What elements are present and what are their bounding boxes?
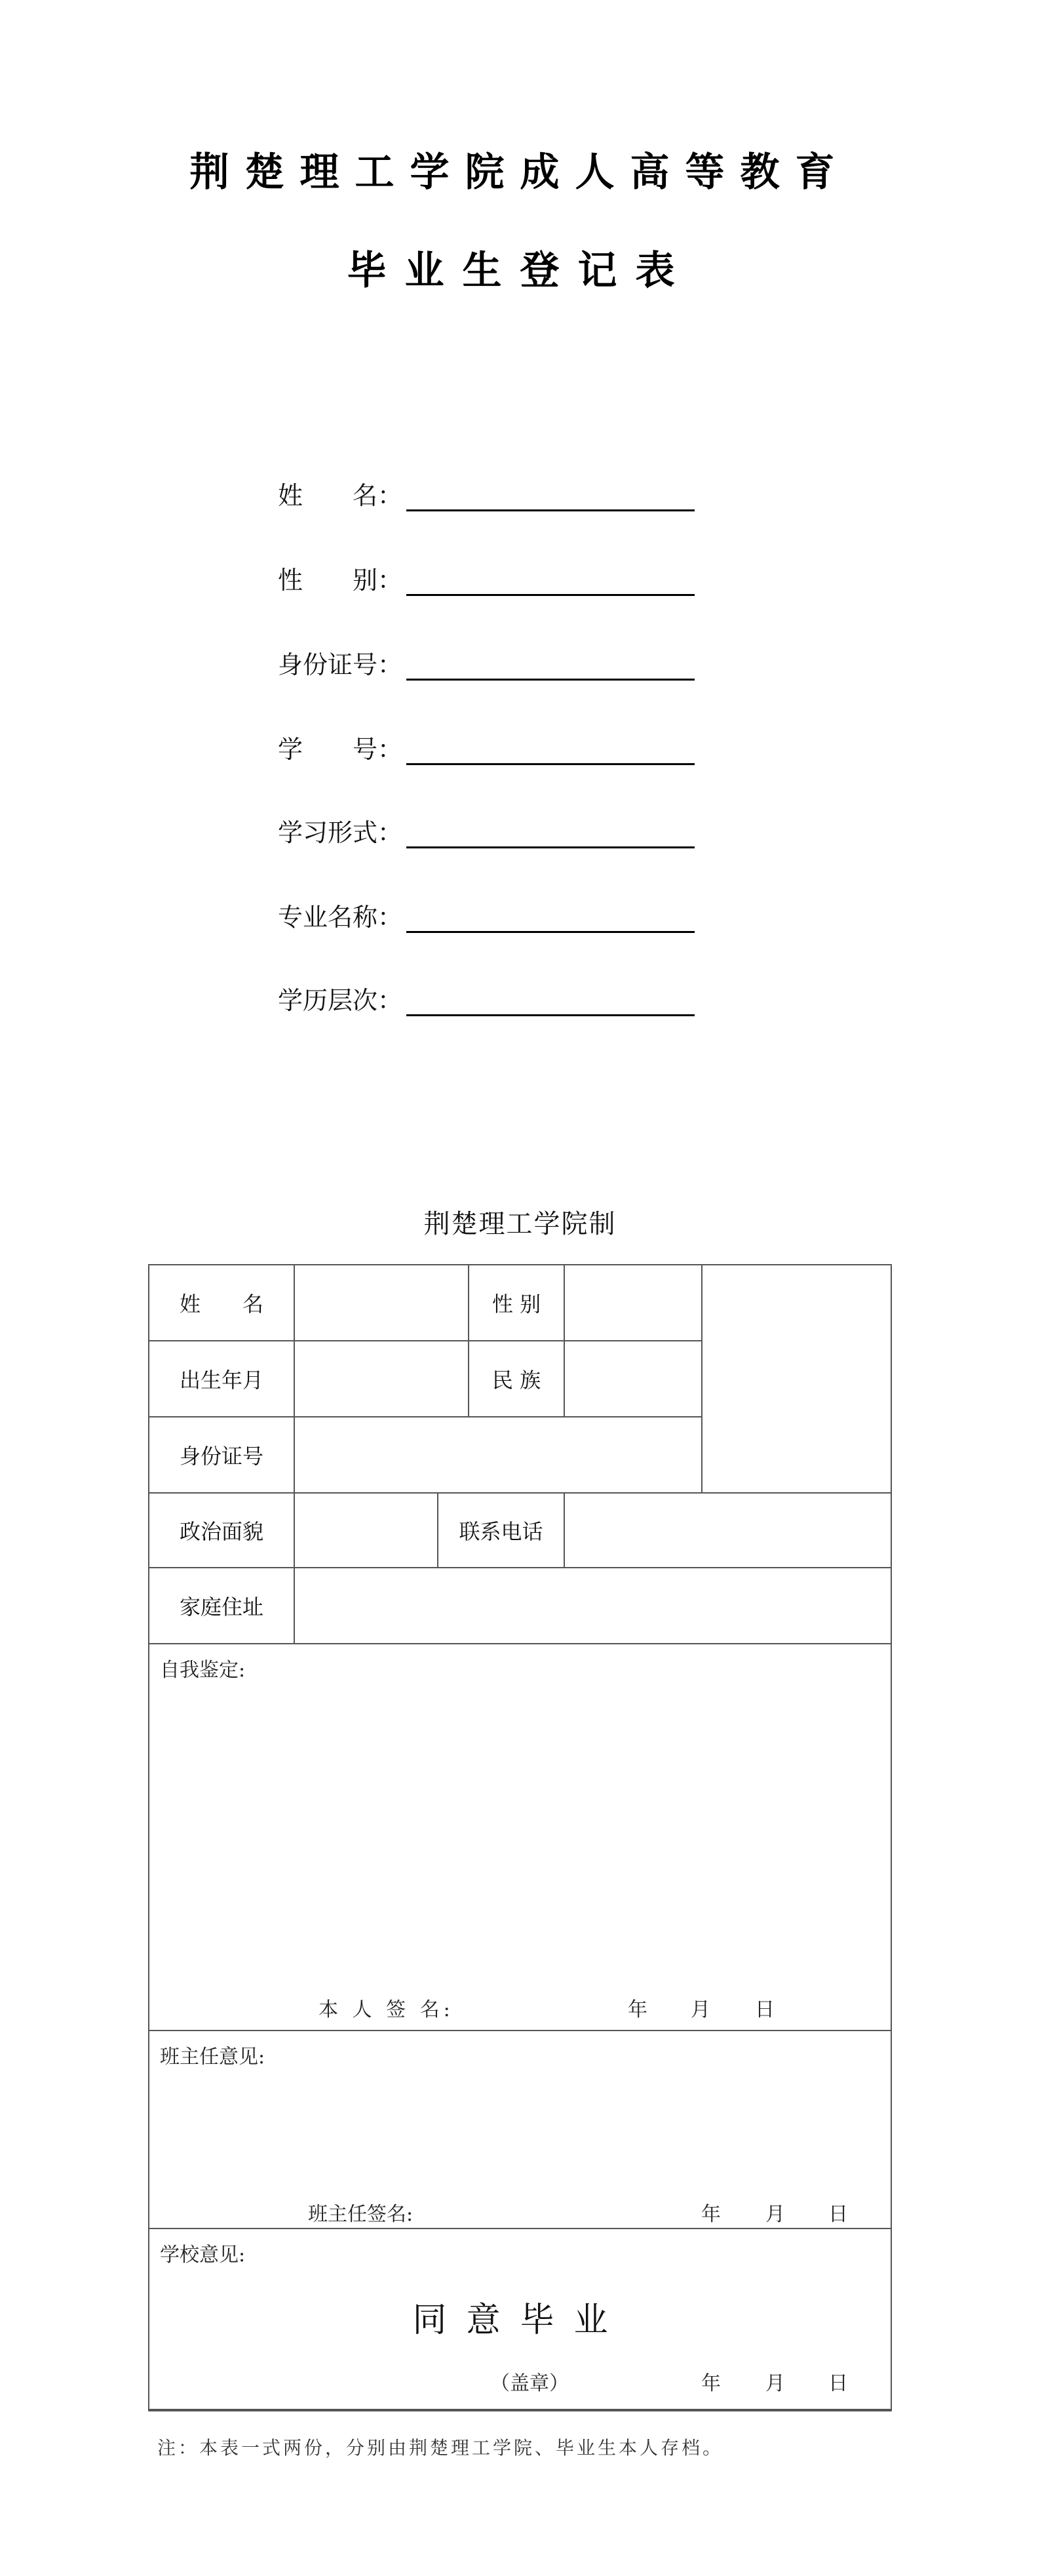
teacher-opinion-label: 班主任意见: xyxy=(160,2046,265,2069)
cover-field-student-number xyxy=(278,726,695,765)
input-gender[interactable] xyxy=(565,1265,703,1341)
label-birth: 出生年月 xyxy=(149,1341,295,1417)
input-address[interactable] xyxy=(295,1568,891,1644)
school-date-year: 年 xyxy=(701,2372,721,2395)
cover-field-study-mode xyxy=(278,809,695,848)
cover-field-label: 学历层次： xyxy=(278,986,403,1015)
school-date-day: 日 xyxy=(828,2372,848,2395)
cover-field-label: 身份证号： xyxy=(278,650,403,679)
cover-field-education-level xyxy=(278,977,695,1016)
input-birth[interactable] xyxy=(295,1341,469,1417)
school-date-month: 月 xyxy=(765,2372,785,2395)
self-date-day: 日 xyxy=(755,1998,775,2021)
teacher-opinion-section[interactable] xyxy=(149,2031,891,2229)
cover-field-major xyxy=(278,894,695,933)
label-phone: 联系电话 xyxy=(438,1494,565,1568)
label-gender: 性 别 xyxy=(469,1265,565,1341)
approval-text: 同意毕业 xyxy=(412,2301,628,2340)
cover-field-name xyxy=(278,472,695,511)
major-blank-line[interactable] xyxy=(406,905,695,933)
student-number-blank-line[interactable] xyxy=(406,737,695,765)
document-title-line1: 荆楚理工学院成人高等教育 xyxy=(189,149,851,195)
photo-box[interactable] xyxy=(703,1265,891,1494)
input-political[interactable] xyxy=(295,1494,438,1568)
input-name[interactable] xyxy=(295,1265,469,1341)
self-date-year: 年 xyxy=(628,1998,647,2021)
study-mode-blank-line[interactable] xyxy=(406,820,695,848)
teacher-date-day: 日 xyxy=(828,2203,848,2226)
label-ethnicity: 民 族 xyxy=(469,1341,565,1417)
label-political: 政治面貌 xyxy=(149,1494,295,1568)
input-id-number[interactable] xyxy=(295,1417,703,1494)
cover-field-label: 学 号： xyxy=(278,735,403,764)
cover-field-label: 专业名称： xyxy=(278,903,403,932)
cover-field-label: 姓 名： xyxy=(278,481,403,510)
label-address: 家庭住址 xyxy=(149,1568,295,1644)
self-evaluation-section[interactable] xyxy=(149,1644,891,2031)
cover-field-label: 性 别： xyxy=(278,566,403,595)
form-maker-caption: 荆楚理工学院制 xyxy=(423,1209,617,1239)
input-ethnicity[interactable] xyxy=(565,1341,703,1417)
label-name: 姓 名 xyxy=(149,1265,295,1341)
education-level-blank-line[interactable] xyxy=(406,988,695,1016)
registration-form xyxy=(148,1264,892,2411)
teacher-signature-label: 班主任签名: xyxy=(308,2203,414,2226)
school-opinion-label: 学校意见: xyxy=(160,2244,246,2267)
footnote: 注：本表一式两份，分别由荆楚理工学院、毕业生本人存档。 xyxy=(157,2437,724,2459)
input-phone[interactable] xyxy=(565,1494,891,1568)
self-evaluation-label: 自我鉴定: xyxy=(160,1659,246,1682)
teacher-date-month: 月 xyxy=(765,2203,785,2226)
school-opinion-section[interactable] xyxy=(149,2229,891,2410)
teacher-date-year: 年 xyxy=(701,2203,721,2226)
document-title-line2: 毕业生登记表 xyxy=(347,248,693,294)
name-blank-line[interactable] xyxy=(406,483,695,511)
label-id-number: 身份证号 xyxy=(149,1417,295,1494)
self-date-month: 月 xyxy=(691,1998,710,2021)
id-number-blank-line[interactable] xyxy=(406,652,695,681)
cover-field-id-number xyxy=(278,641,695,681)
self-signature-label: 本 人 签 名: xyxy=(318,1998,454,2021)
seal-label: （盖章） xyxy=(490,2372,569,2395)
cover-field-gender xyxy=(278,557,695,596)
gender-blank-line[interactable] xyxy=(406,568,695,596)
cover-field-label: 学习形式： xyxy=(278,818,403,847)
